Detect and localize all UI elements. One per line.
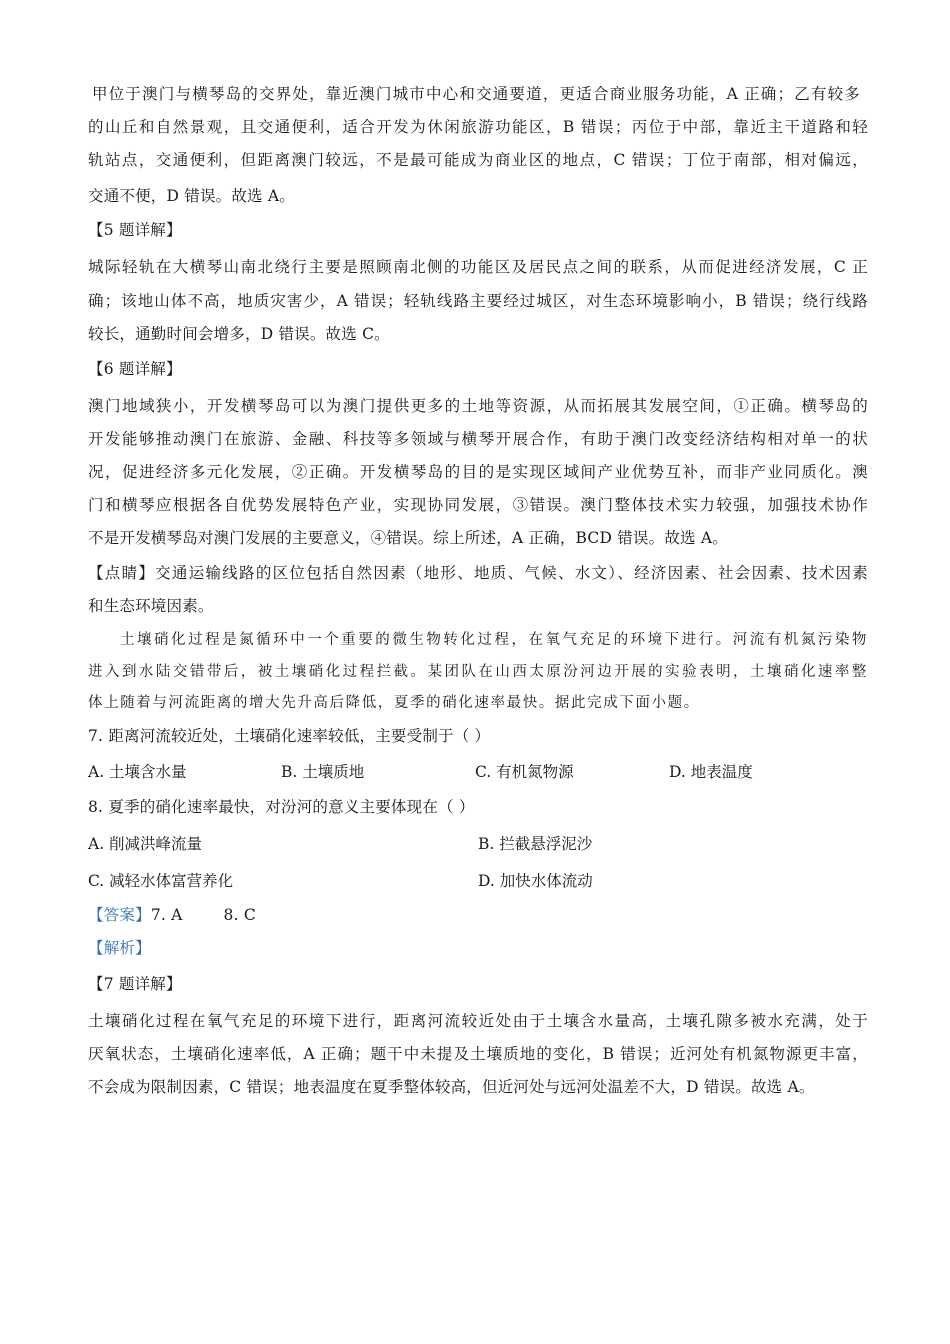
- material-line: 土壤硝化过程是氮循环中一个重要的微生物转化过程，在氧气充足的环境下进行。河流有机氮污染物: [120, 632, 868, 648]
- analysis-q7-line: 不会成为限制因素，C 错误；地表温度在夏季整体较高，但近河处与远河处温差不大，D 错误。故选 A。: [88, 1078, 815, 1096]
- question-8-option-b: B. 拦截悬浮泥沙: [478, 835, 593, 853]
- dianjing-line: 和生态环境因素。: [88, 597, 214, 615]
- analysis-q6-line: 门和横琴应根据各自优势发展特色产业，实现协同发展，③错误。澳门整体技术实力较强，加强技术协作: [88, 496, 868, 514]
- analysis-q6-line: 况，促进经济多元化发展，②正确。开发横琴岛的目的是实现区域间产业优势互补，而非产业同质化。澳: [88, 463, 868, 481]
- question-7-stem: 7. 距离河流较近处，土壤硝化速率较低，主要受制于（ ）: [88, 727, 491, 745]
- analysis-q6-line: 澳门地域狭小，开发横琴岛可以为澳门提供更多的土地等资源，从而拓展其发展空间，①正确。横琴岛的: [88, 397, 868, 415]
- analysis-q4-line: 甲位于澳门与横琴岛的交界处，靠近澳门城市中心和交通要道，更适合商业服务功能，A 正确；乙有较多: [92, 85, 860, 103]
- analysis-q7-line: 土壤硝化过程在氧气充足的环境下进行，距离河流较近处由于土壤含水量高，土壤孔隙多被水充满，处于: [88, 1012, 868, 1030]
- heading-q7-detail: 【7 题详解】: [88, 975, 182, 993]
- analysis-q5-line: 城际轻轨在大横琴山南北绕行主要是照顾南北侧的功能区及居民点之间的联系，从而促进经济发展，C 正: [88, 258, 868, 276]
- answer-text: 7. A 8. C: [150, 906, 256, 924]
- analysis-q7-line: 厌氧状态，土壤硝化速率低，A 正确；题干中未提及土壤质地的变化，B 错误；近河处有机氮物源更丰富，: [88, 1045, 868, 1063]
- analysis-label: 【解析】: [88, 939, 151, 957]
- question-7-option-b: B. 土壤质地: [281, 763, 365, 781]
- question-7-option-c: C. 有机氮物源: [475, 763, 574, 781]
- answer-label: 【答案】: [88, 906, 151, 924]
- answer-line: [88, 905, 868, 925]
- material-line: 体上随着与河流距离的增大先升高后降低，夏季的硝化速率最快。据此完成下面小题。: [88, 695, 700, 711]
- question-8-option-c: C. 减轻水体富营养化: [88, 872, 234, 890]
- question-8-stem: 8. 夏季的硝化速率最快，对汾河的意义主要体现在（ ）: [88, 798, 475, 816]
- question-7-option-d: D. 地表温度: [669, 763, 753, 781]
- analysis-q4-line: 轨站点，交通便利，但距离澳门较远，不是最可能成为商业区的地点，C 错误；丁位于南部，相对偏远，: [88, 151, 868, 169]
- question-8-option-a: A. 削减洪峰流量: [88, 835, 203, 853]
- analysis-q6-line: 不是开发横琴岛对澳门发展的主要意义，④错误。综上所述，A 正确，BCD 错误。故选 A。: [88, 529, 728, 547]
- analysis-q4-line: 交通不便，D 错误。故选 A。: [88, 187, 295, 205]
- dianjing-line: 【点睛】交通运输线路的区位包括自然因素（地形、地质、气候、水文）、经济因素、社会因素、技术因素: [88, 564, 868, 582]
- analysis-q5-line: 较长，通勤时间会增多，D 错误。故选 C。: [88, 325, 390, 343]
- analysis-q6-line: 开发能够推动澳门在旅游、金融、科技等多领域与横琴开展合作，有助于澳门改变经济结构相对单一的状: [88, 430, 868, 448]
- analysis-q5-line: 确；该地山体不高，地质灾害少，A 错误；轻轨线路主要经过城区，对生态环境影响小，B 错误；绕行线路: [88, 292, 868, 310]
- question-8-option-d: D. 加快水体流动: [478, 872, 593, 890]
- question-7-option-a: A. 土壤含水量: [88, 763, 187, 781]
- analysis-q4-line: 的山丘和自然景观，且交通便利，适合开发为休闲旅游功能区，B 错误；丙位于中部，靠近主干道路和轻: [88, 118, 868, 136]
- material-line: 进入到水陆交错带后，被土壤硝化过程拦截。某团队在山西太原汾河边开展的实验表明，土壤硝化速率整: [88, 664, 868, 680]
- heading-q5-detail: 【5 题详解】: [88, 221, 182, 239]
- heading-q6-detail: 【6 题详解】: [88, 360, 182, 378]
